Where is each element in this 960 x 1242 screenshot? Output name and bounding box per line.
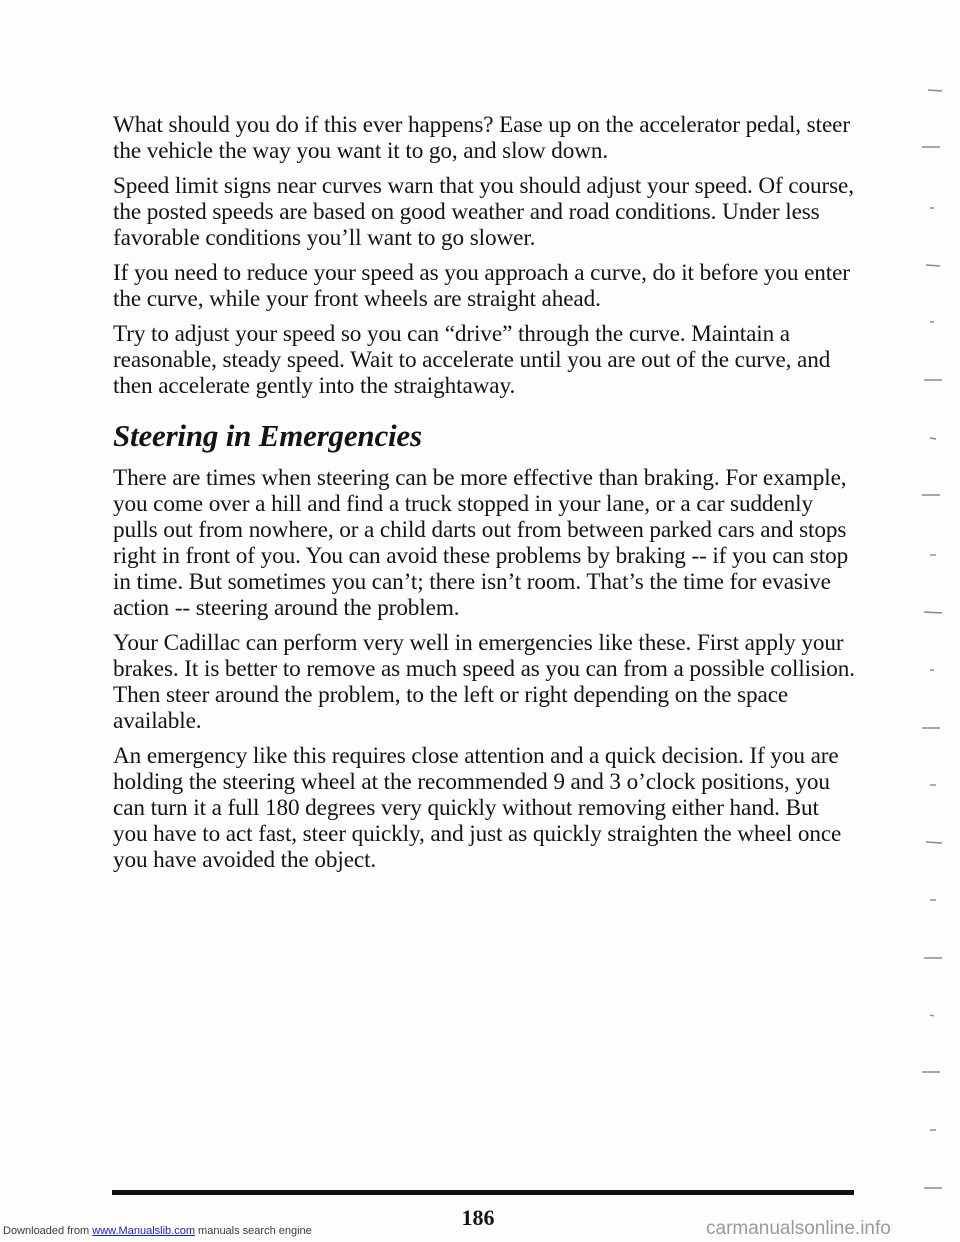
paragraph-cadillac-emergencies: Your Cadillac can perform very well in emergencies like these. First apply your brakes. It is better to remove as much speed as you can from a possible collision. Then steer around the problem, to the left or right depending on the space available. [113, 630, 855, 734]
paragraph-quick-decision: An emergency like this requires close attention and a quick decision. If you are holding the steering wheel at the recommended 9 and 3 o’clock positions, you can turn it a full 180 degrees very quickly without removing either hand. But you have to act fast, steer quickly, and just as quickly straighten the wheel once you have avoided the object. [113, 743, 842, 873]
page-number: 186 [461, 1205, 495, 1230]
watermark-prefix: Downloaded from [3, 1225, 93, 1237]
paragraph-ease-up: What should you do if this ever happens? Ease up on the accelerator pedal, steer the vehicle the way you want it to go, and slow down. [113, 112, 850, 164]
paragraph-speed-limit-signs: Speed limit signs near curves warn that you should adjust your speed. Of course, the posted speeds are based on good weather and road conditions. Under less favorable conditions you’ll want to go slower. [113, 173, 854, 251]
paragraph-steering-vs-braking: There are times when steering can be more effective than braking. For example, you come over a hill and find a truck stopped in your lane, or a car suddenly pulls out from nowhere, or a child darts out from between parked cars and stops right in front of you. You can avoid these problems by braking -- if you can stop in time. But sometimes you can’t; there isn’t room. That’s the time for evasive action -- steering around the problem. [113, 465, 849, 621]
manualslib-link[interactable]: www.Manualslib.com [92, 1225, 195, 1237]
section-heading: Steering in Emergencies [113, 418, 422, 453]
download-watermark [3, 1224, 312, 1238]
page-body [113, 112, 858, 882]
paragraph-reduce-speed: If you need to reduce your speed as you approach a curve, do it before you enter the curve, while your front wheels are straight ahead. [113, 260, 850, 312]
paragraph-drive-through-curve: Try to adjust your speed so you can “drive” through the curve. Maintain a reasonable, steady speed. Wait to accelerate until you are out of the curve, and then accelerate gently into the straightaway. [113, 321, 831, 399]
site-watermark: carmanualsonline.info [706, 1218, 891, 1239]
margin-scan-marks [900, 60, 950, 1200]
footer-rule [112, 1190, 854, 1195]
watermark-suffix: manuals search engine [194, 1225, 312, 1237]
